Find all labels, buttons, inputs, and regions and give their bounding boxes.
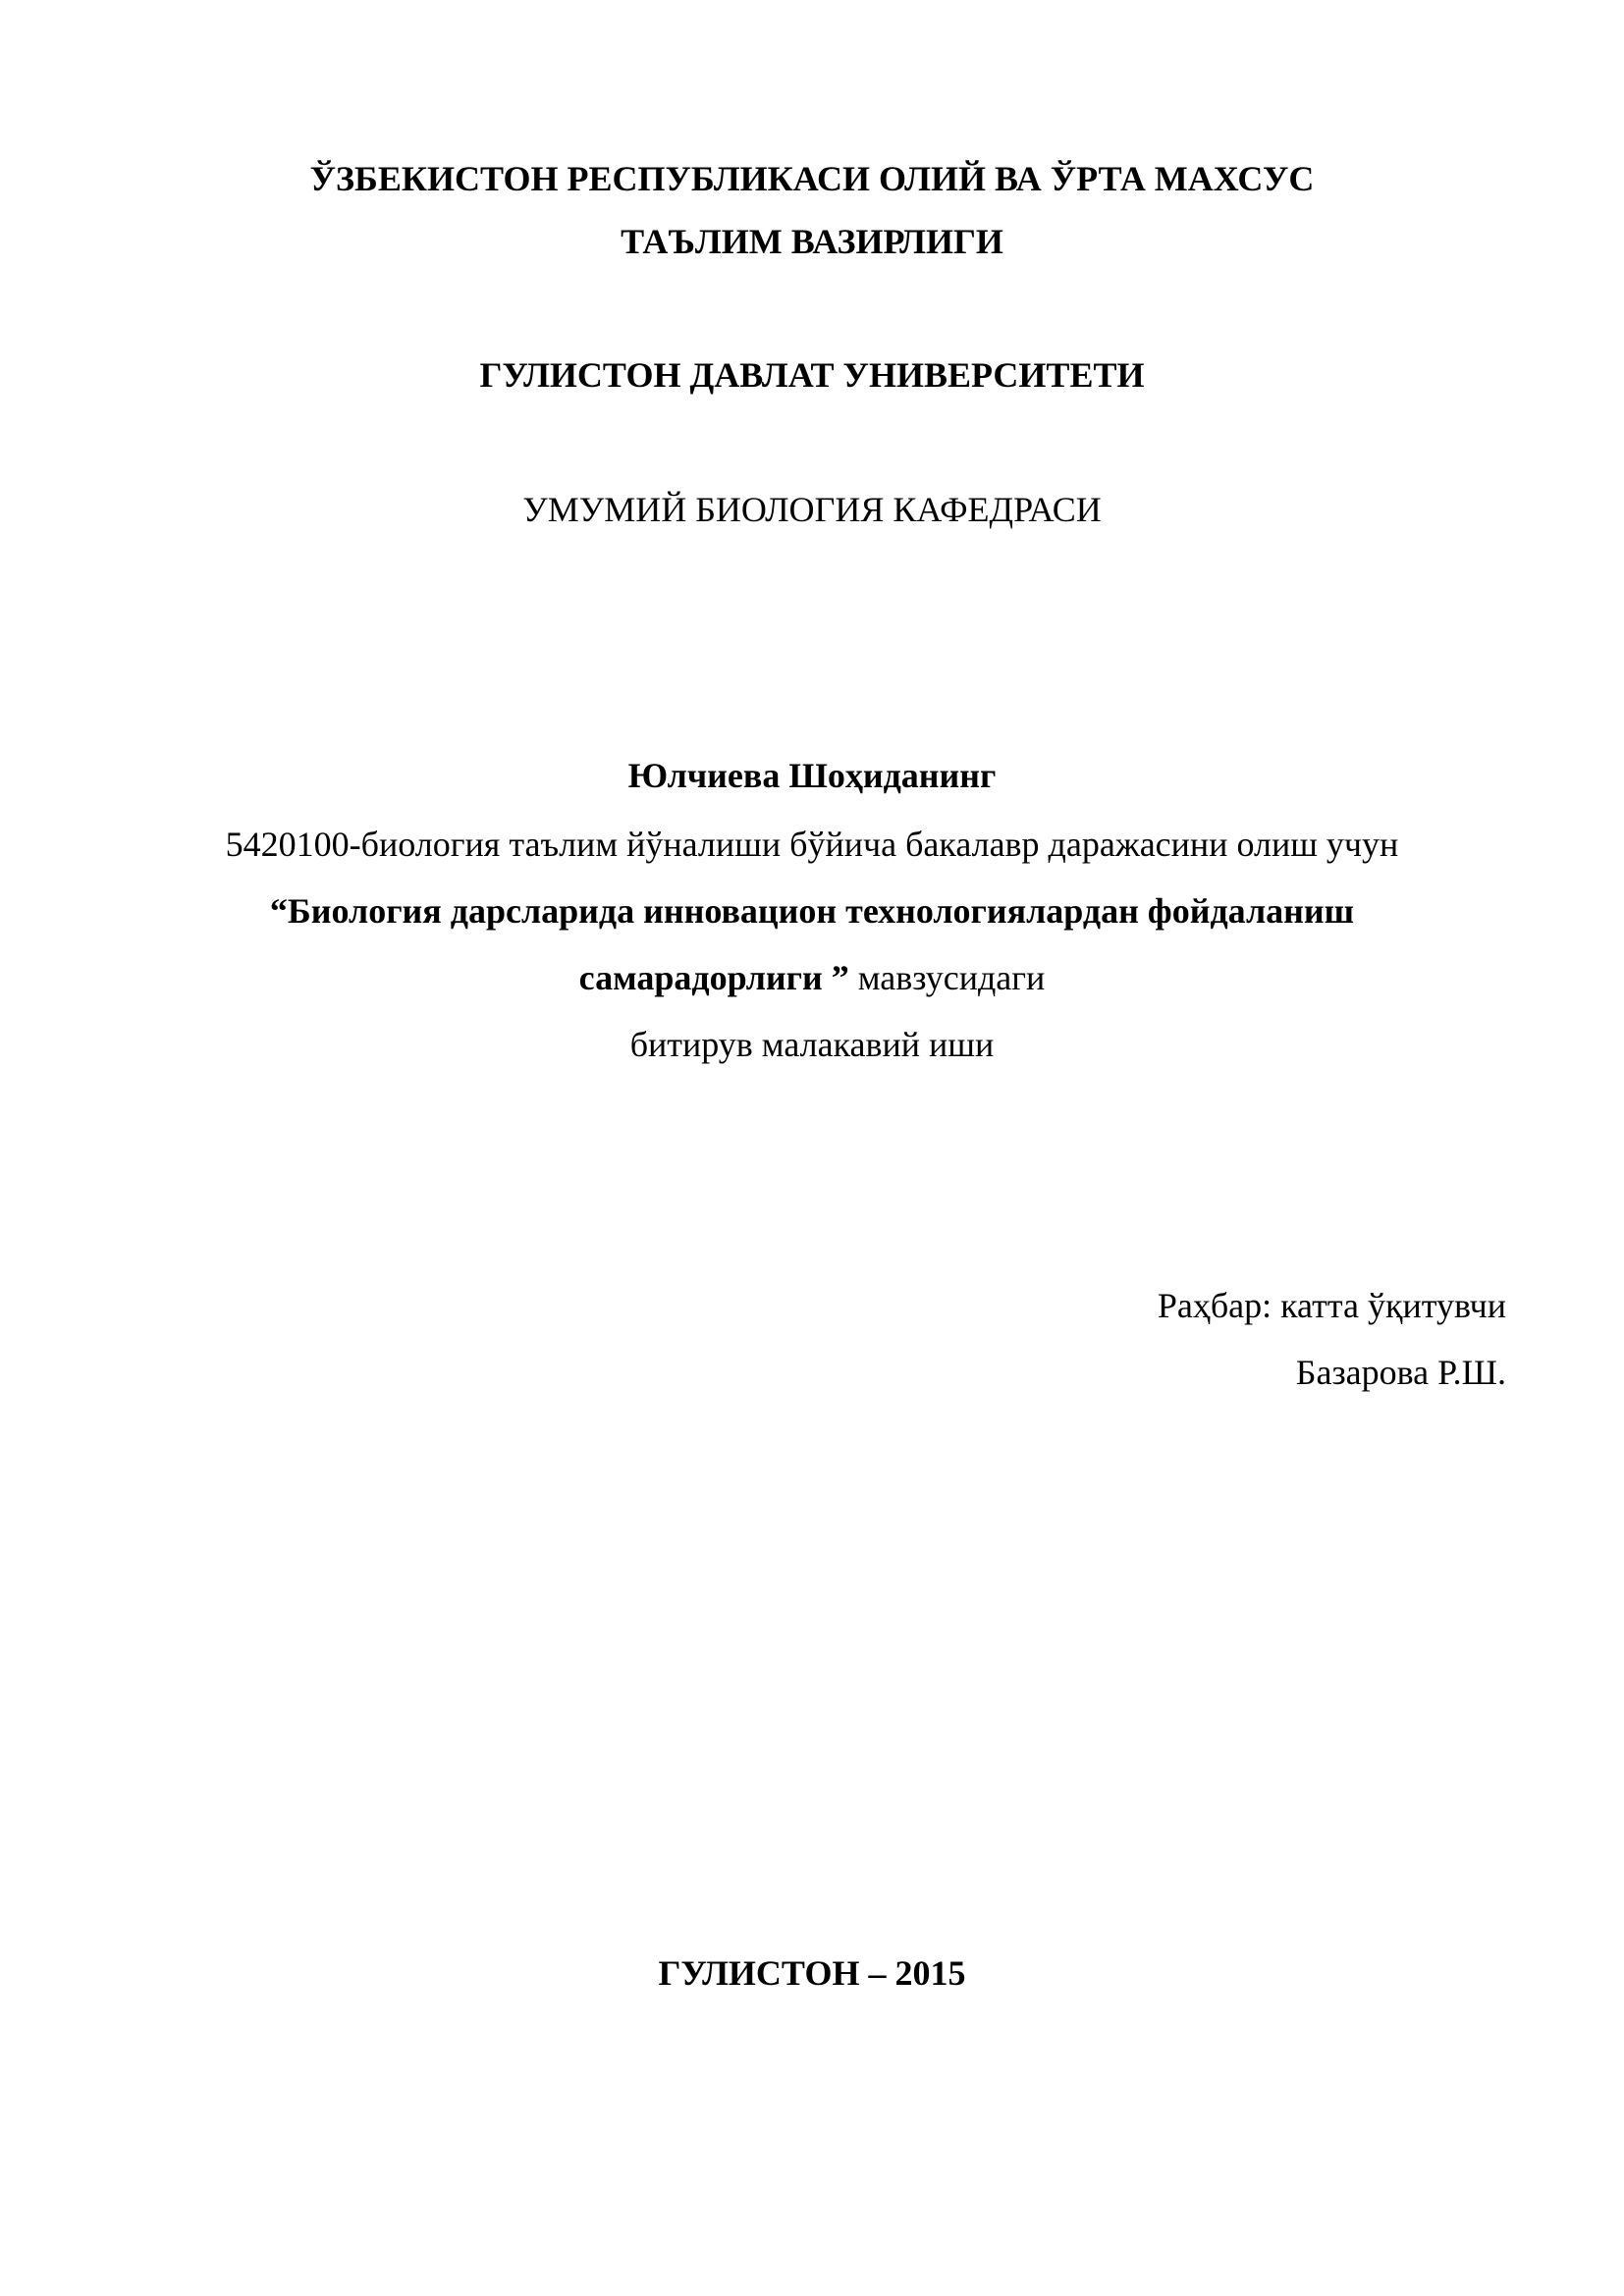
supervisor-name: Базарова Р.Ш. bbox=[1295, 1353, 1506, 1392]
thesis-title-line2-bold: самарадорлиги ” bbox=[578, 958, 849, 997]
supervisor-label: Раҳбар: катта ўқитувчи bbox=[1157, 1286, 1506, 1325]
thesis-title-line2-regular: мавзусидаги bbox=[848, 958, 1046, 997]
program-line: 5420100-биология таълим йўналиши бўйича бакалавр даражасини олиш учун bbox=[225, 825, 1399, 864]
author-name: Юлчиева Шоҳиданинг bbox=[627, 756, 997, 795]
thesis-title-line1: “Биология дарсларида инновацион технологиялардан фойдаланиш bbox=[269, 891, 1355, 931]
university-name: ГУЛИСТОН ДАВЛАТ УНИВЕРСИТЕТИ bbox=[479, 355, 1145, 395]
thesis-title-line2 bbox=[0, 956, 1624, 999]
city-year: ГУЛИСТОН – 2015 bbox=[658, 1953, 966, 1993]
ministry-title-line1: ЎЗБЕКИСТОН РЕСПУБЛИКАСИ ОЛИЙ ВА ЎРТА МАХСУС bbox=[309, 159, 1315, 198]
ministry-title-line2: ТАЪЛИМ ВАЗИРЛИГИ bbox=[621, 222, 1003, 261]
department-name: УМУМИЙ БИОЛОГИЯ КАФЕДРАСИ bbox=[522, 490, 1102, 529]
work-type: битирув малакавий иши bbox=[629, 1025, 995, 1064]
